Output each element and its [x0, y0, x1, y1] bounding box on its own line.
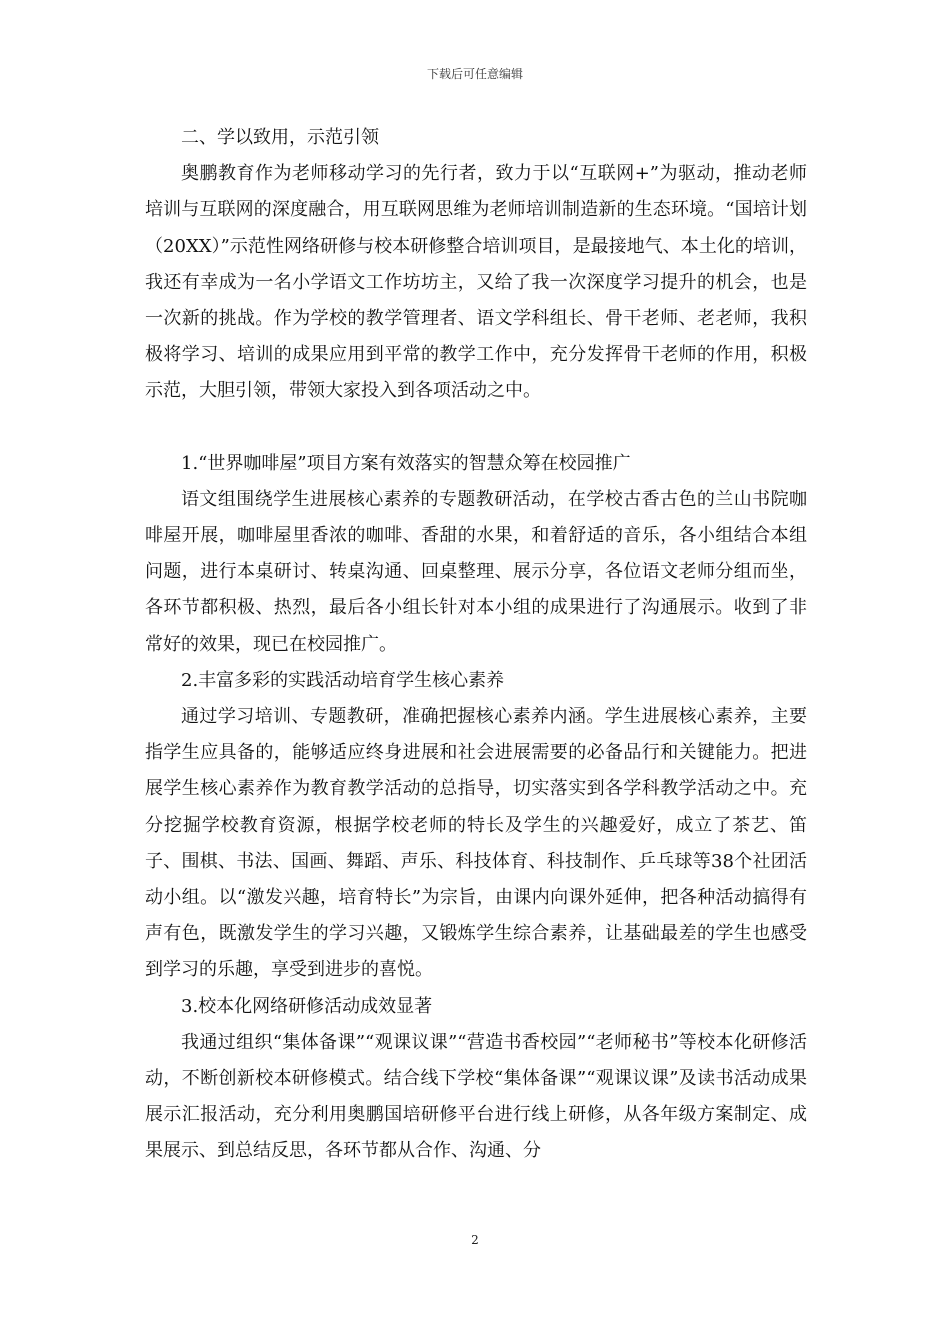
blank-line [145, 410, 807, 446]
intro-paragraph: 奥鹏教育作为老师移动学习的先行者，致力于以“互联网+”为驱动，推动老师培训与互联网的深度融合，用互联网思维为老师培训制造新的生态环境。“国培计划（20XX）”示范性网络研修与校本研修整合培训项目，是最接地气、本土化的培训，我还有幸成为一名小学语文工作坊坊主，又给了我一次深度学习提升的机会，也是一次新的挑战。作为学校的教学管理者、语文学科组长、骨干老师、老老师，我积极将学习、培训的成果应用到平常的教学工作中，充分发挥骨干老师的作用，积极示范，大胆引领，带领大家投入到各项活动之中。 [145, 163, 807, 402]
item3-heading: 3.校本化网络研修活动成效显著 [181, 995, 433, 1017]
item1-heading: 1.“世界咖啡屋”项目方案有效落实的智慧众筹在校园推广 [181, 452, 631, 474]
item1-paragraph: 语文组围绕学生进展核心素养的专题教研活动，在学校古香古色的兰山书院咖啡屋开展，咖啡屋里香浓的咖啡、香甜的水果，和着舒适的音乐，各小组结合本组问题，进行本桌研讨、转桌沟通、回桌整理、展示分享，各位语文老师分组而坐，各环节都积极、热烈，最后各小组长针对本小组的成果进行了沟通展示。收到了非常好的效果，现已在校园推广。 [145, 488, 807, 655]
page-number: 2 [471, 1233, 479, 1247]
item2-heading: 2.丰富多彩的实践活动培育学生核心素养 [181, 669, 505, 691]
page-header: 下载后可任意编辑 [426, 67, 523, 81]
item3-paragraph: 我通过组织“集体备课”“观课议课”“营造书香校园”“老师秘书”等校本化研修活动，不断创新校本研修模式。结合线下学校“集体备课”“观课议课”及读书活动成果展示汇报活动，充分利用奥鹏国培研修平台进行线上研修，从各年级方案制定、成果展示、到总结反思，各环节都从合作、沟通、分 [145, 1031, 807, 1162]
item2-paragraph: 通过学习培训、专题教研，准确把握核心素养内涵。学生进展核心素养，主要指学生应具备的，能够适应终身进展和社会进展需要的必备品行和关键能力。把进展学生核心素养作为教育教学活动的总指导，切实落实到各学科教学活动之中。充分挖掘学校教育资源，根据学校老师的特长及学生的兴趣爱好，成立了茶艺、笛子、围棋、书法、国画、舞蹈、声乐、科技体育、科技制作、乒乓球等38个社团活动小组。以“激发兴趣，培育特长”为宗旨，由课内向课外延伸，把各种活动搞得有声有色，既激发学生的学习兴趣，又锻炼学生综合素养，让基础最差的学生也感受到学习的乐趣，享受到进步的喜悦。 [145, 706, 807, 981]
document-body [145, 120, 807, 1170]
section-title: 二、学以致用，示范引领 [181, 127, 379, 148]
